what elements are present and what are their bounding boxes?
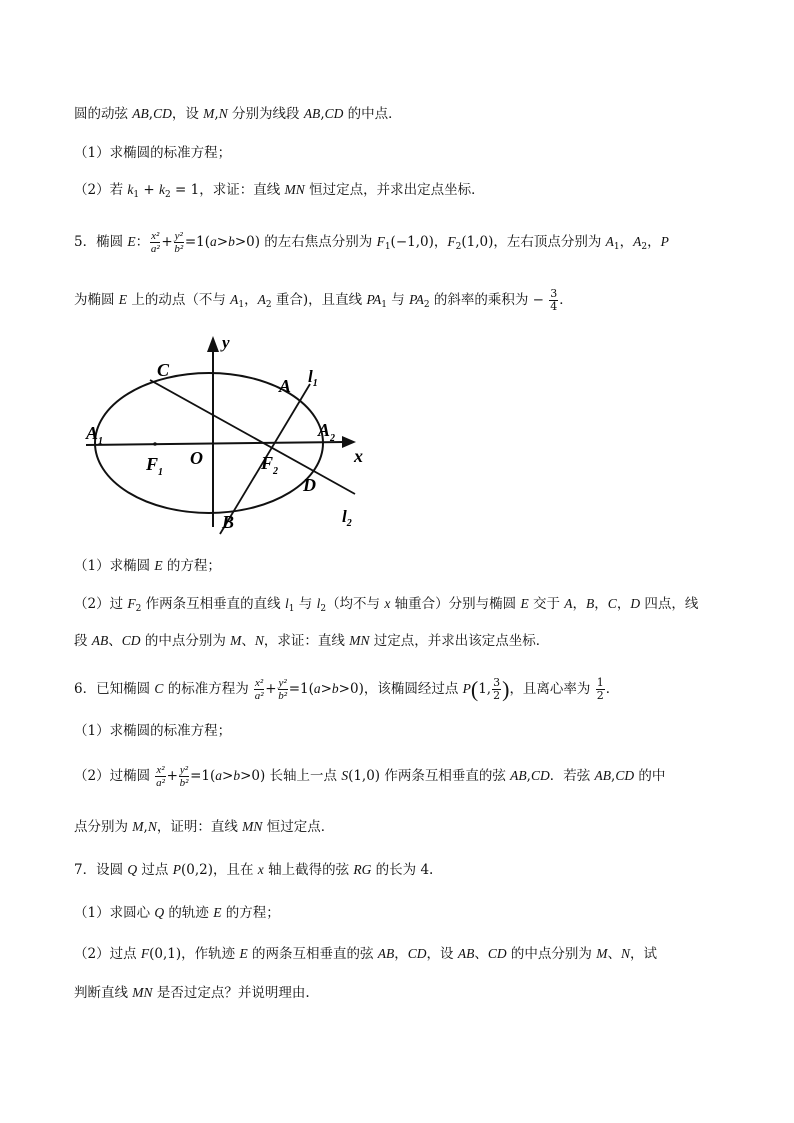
problem-6-part-1: （1）求椭圆的标准方程； (74, 723, 232, 739)
problem-5-part-1: （1）求椭圆 E 的方程； (74, 558, 221, 574)
y-axis-arrow (207, 336, 219, 352)
label-d: D (303, 475, 316, 495)
problem-7-statement: 7．设圆 Q 过点 P(0,2)，且在 x 轴上截得的弦 RG 的长为 4. (74, 862, 434, 878)
fraction: $\frac{\text{y²}}{\text{b²}}$ (174, 230, 184, 255)
focus-f1-point (153, 442, 157, 446)
label-l1: $l_1$ (308, 367, 318, 389)
fraction: $\frac{\text{x²}}{\text{a²}}$ (254, 677, 264, 702)
label-x: x (354, 446, 363, 466)
problem-6-part-2-cont: 点分别为 M,N，证明：直线 MN 恒过定点． (74, 819, 335, 835)
left-paren: ( (470, 676, 479, 702)
label-c: C (157, 360, 170, 380)
ellipse-figure (80, 322, 380, 540)
problem-7-part-2-cont: 判断直线 MN 是否过定点？并说明理由. (74, 985, 310, 1001)
fraction: $\frac{\text{y²}}{\text{b²}}$ (278, 677, 287, 702)
problem-7-part-1: （1）求圆心 Q 的轨迹 E 的方程； (74, 905, 280, 921)
right-paren: ) (502, 676, 510, 702)
fraction: $\frac{1}{2}$ (596, 676, 604, 702)
problem-4-part-1: （1）求椭圆的标准方程； (74, 145, 232, 161)
label-f2: $F_2$ (261, 453, 279, 477)
label-o: O (190, 448, 203, 468)
x-axis (86, 442, 346, 445)
label-f1: $F_1$ (146, 454, 164, 478)
fraction: $\frac{\text{x²}}{\text{a²}}$ (156, 764, 165, 789)
problem-4-text: 圆的动弦 AB,CD，设 M,N 分别为线段 AB,CD 的中点． (74, 106, 402, 122)
fraction: $\frac{3}{4}$ (550, 287, 558, 313)
label-a: A (279, 376, 292, 396)
problem-5-statement-cont: 为椭圆 E 上的动点（不与 $A_1$，$A_2$ 重合)，且直线 $PA_1$ 与 $PA_2$ 的斜率的乘积为 − $\frac{3}{4}$ ． (74, 287, 573, 313)
problem-4-part-2: （2）若 $k_1 + k_2 = 1$，求证：直线 MN 恒过定点，并求出定点坐标． (74, 182, 485, 200)
problem-5-part-2-cont: 段 AB、CD 的中点分别为 M、N，求证：直线 MN 过定点，并求出该定点坐标． (74, 633, 550, 649)
problem-7-part-2: （2）过点 F(0,1)，作轨迹 E 的两条互相垂直的弦 AB，CD，设 AB、CD 的中点分别为 M、N，试 (74, 946, 657, 962)
label-a1: $A_1$ (86, 423, 104, 447)
label-l2: $l_2$ (342, 507, 352, 529)
fraction: $\frac{3}{2}$ (493, 676, 501, 702)
fraction: $\frac{\text{x²}}{\text{a²}}$ (150, 230, 160, 255)
fraction: $\frac{\text{y²}}{\text{b²}}$ (179, 764, 189, 789)
problem-5-statement: 5．椭圆 E： $\frac{\text{x²}}{\text{a²}}$ + $\frac{\text{y²}}{\text{b²}}$ =1(a>b>0) 的左右焦点分别为 $F_1(-1,0)$，$F_2(1,0)$，左右顶点分别为 $A_1$，$A_2$，P (74, 230, 669, 255)
label-b: B (222, 512, 235, 532)
problem-6-part-2: （2）过椭圆 $\frac{\text{x²}}{\text{a²}}$ + $\frac{\text{y²}}{\text{b²}}$ =1(a>b>0) 长轴上一点 S(1,0) 作两条互相垂直的弦 AB,CD．若弦 AB,CD 的中 (74, 764, 666, 789)
label-y: y (222, 333, 230, 352)
problem-6-statement: 6．已知椭圆 C 的标准方程为 $\frac{\text{x²}}{\text{a²}}$ + $\frac{\text{y²}}{\text{b²}}$ =1(a>b>0)，该椭圆经过点 P(1, $\frac{3}{2}$ )，且离心率为 $\frac{1}{2}$ ． (74, 676, 620, 702)
label-a2: $A_2$ (318, 420, 336, 444)
problem-5-part-2: （2）过 $F_2$ 作两条互相垂直的直线 $l_1$ 与 $l_2$（均不与 x 轴重合）分别与椭圆 E 交于 A，B，C，D 四点，线 (74, 596, 699, 614)
